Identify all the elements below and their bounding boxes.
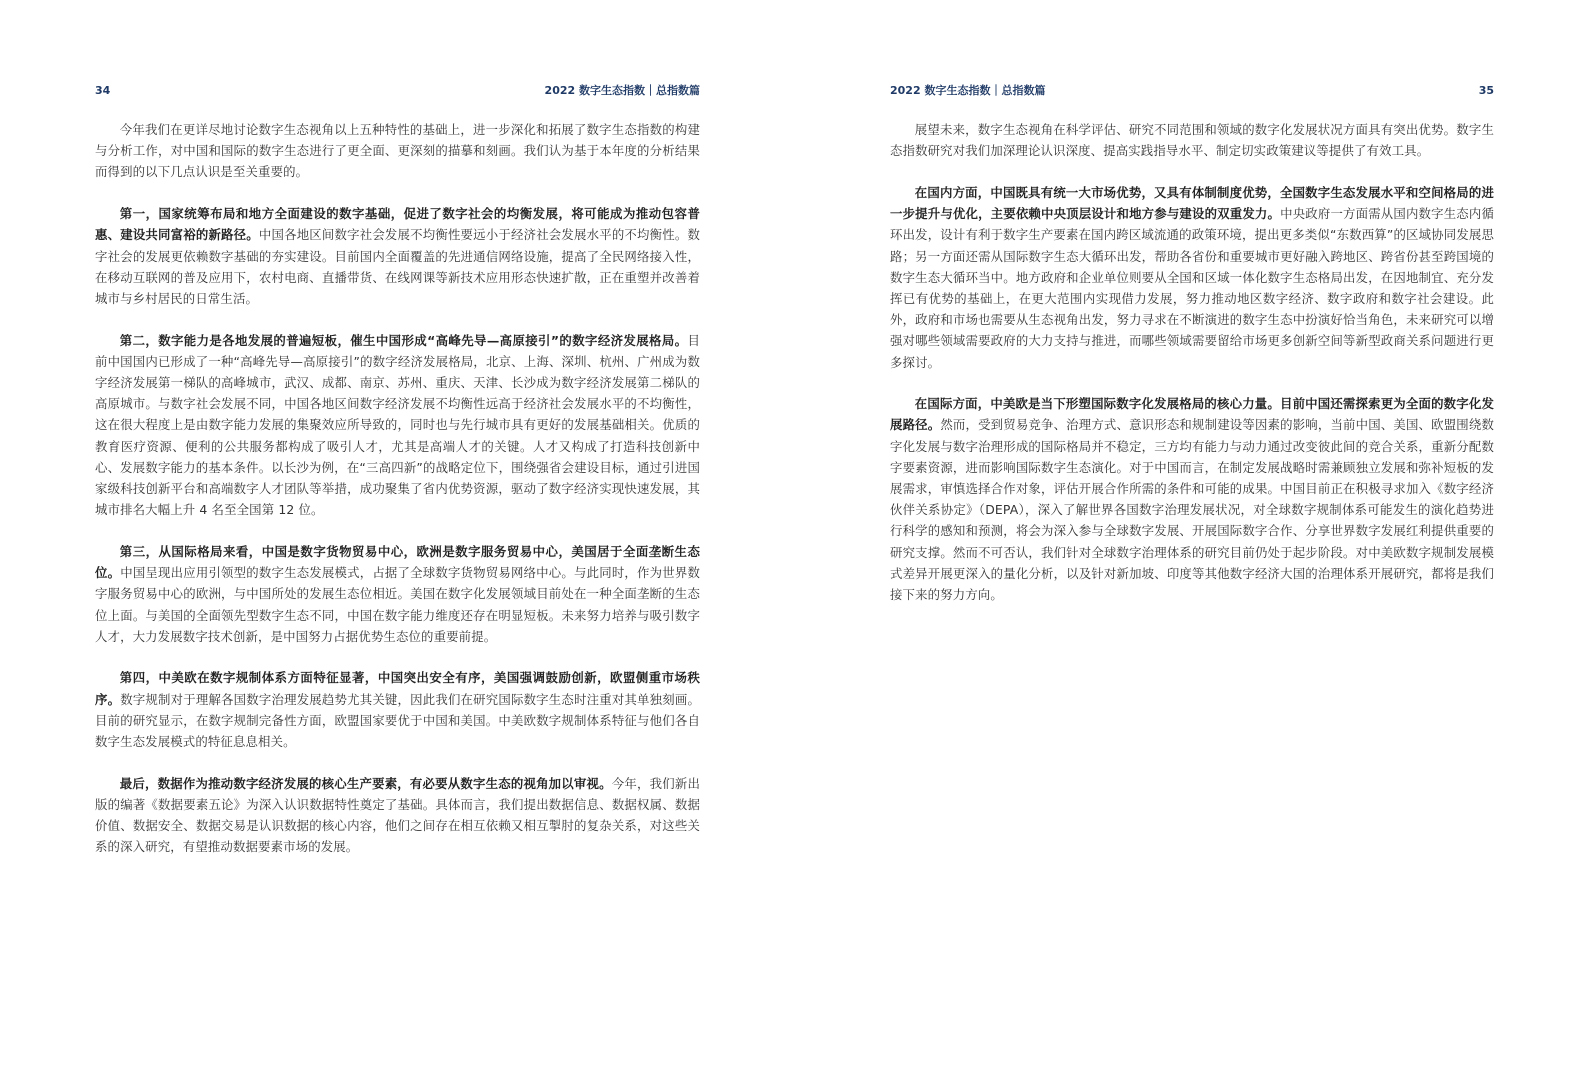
paragraph [95,203,700,309]
paragraph-text: 中国呈现出应用引领型的数字生态发展模式，占据了全球数字货物贸易网络中心。与此同时，作为世界数字服务贸易中心的欧洲，与中国所处的发展生态位相近。美国在数字化发展领域目前处在一种全面垄断的生态位上面。与美国的全面领先型数字生态不同，中国在数字能力维度还存在明显短板。未来努力培养与吸引数字人才，大力发展数字技术创新，是中国努力占据优势生态位的重要前提。 [95,565,700,644]
paragraph-lead: 第三，从国际格局来看，中国是数字货物贸易中心，欧洲是数字服务贸易中心，美国居于全面垄断生态位。 [95,543,700,581]
paragraph [95,773,700,858]
right-running-header [890,82,1494,100]
paragraph-text: 今年，我们新出版的编著《数据要素五论》为深入认识数据特性奠定了基础。具体而言，我们提出数据信息、数据权属、数据价值、数据安全、数据交易是认识数据的核心内容，他们之间存在相互依赖又相互掣肘的复杂关系，对这些关系的深入研究，有望推动数据要素市场的发展。 [95,775,700,855]
paragraph-text: 今年我们在更详尽地讨论数字生态视角以上五种特性的基础上，进一步深化和拓展了数字生态指数的构建与分析工作，对中国和国际的数字生态进行了更全面、更深刻的描摹和刻画。我们认为基于本年度的分析结果而得到的以下几点认识是至关重要的。 [95,122,700,180]
paragraph-text: 展望未来，数字生态视角在科学评估、研究不同范围和领域的数字化发展状况方面具有突出优势。数字生态指数研究对我们加深理论认识深度、提高实践指导水平、制定切实政策建议等提供了有效工具。 [890,122,1494,159]
section-title: 2022 数字生态指数｜总指数篇 [890,84,1046,97]
paragraph [890,119,1494,161]
paragraph [890,182,1494,373]
left-page [95,0,700,1077]
paragraph-text: 中国各地区间数字社会发展不均衡性要远小于经济社会发展水平的不均衡性。数字社会的发展更依赖数字基础的夯实建设。目前国内全面覆盖的先进通信网络设施，提高了全民网络接入性，在移动互联网的普及应用下，农村电商、直播带货、在线网课等新技术应用形态快速扩散，正在重塑并改善着城市与乡村居民的日常生活。 [95,227,701,306]
paragraph-lead: 最后，数据作为推动数字经济发展的核心生产要素，有必要从数字生态的视角加以审视。 [119,775,612,791]
paragraph [95,541,700,647]
paragraph-lead: 在国际方面，中美欧是当下形塑国际数字化发展格局的核心力量。目前中国还需探索更为全面的数字化发展路径。 [890,396,1494,433]
paragraph-text: 目前中国国内已形成了一种“高峰先导—高原接引”的数字经济发展格局，北京、上海、深圳、杭州、广州成为数字经济发展第一梯队的高峰城市，武汉、成都、南京、苏州、重庆、天津、长沙成为数字经济发展第二梯队的高原城市。与数字社会发展不同，中国各地区间数字经济发展不均衡性远高于经济社会发展水平的不均衡性，这在很大程度上是由数字能力发展的集聚效应所导致的，同时也与先行城市具有更好的发展基础相关。优质的教育医疗资源、便利的公共服务都构成了吸引人才，尤其是高端人才的关键。人才又构成了打造科技创新中心、发展数字能力的基本条件。以长沙为例，在“三高四新”的战略定位下，围绕强省会建设目标，通过引进国家级科技创新平台和高端数字人才团队等举措，成功聚集了省内优势资源，驱动了数字经济实现快速发展，其城市排名大幅上升 4 名至全国第 12 位。 [95,332,700,518]
page-number: 35 [1478,84,1494,97]
paragraph [95,119,700,183]
page-number: 34 [95,84,111,97]
paragraph-text: 中央政府一方面需从国内数字生态内循环出发，设计有利于数字生产要素在国内跨区域流通的政策环境，提出更多类似“东数西算”的区域协同发展思路；另一方面还需从国际数字生态大循环出发，帮助各省份和重要城市更好融入跨地区、跨省份甚至跨国境的数字生态大循环当中。地方政府和企业单位则要从全国和区域一体化数字生态格局出发，在因地制宜、充分发挥已有优势的基础上，在更大范围内实现借力发展，努力推动地区数字经济、数字政府和数字社会建设。此外，政府和市场也需要从生态视角出发，努力寻求在不断演进的数字生态中扮演好恰当角色，未来研究可以增强对哪些领域需要政府的大力支持与推进，而哪些领域需要留给市场更多创新空间等新型政商关系问题进行更多探讨。 [890,206,1494,370]
paragraph-lead: 第一，国家统筹布局和地方全面建设的数字基础，促进了数字社会的均衡发展，将可能成为推动包容普惠、建设共同富裕的新路径。 [95,206,700,243]
paragraph-lead: 第二，数字能力是各地发展的普遍短板，催生中国形成“高峰先导—高原接引”的数字经济发展格局。 [119,332,688,348]
right-body-text [890,119,1494,626]
paragraph-lead: 第四，中美欧在数字规制体系方面特征显著，中国突出安全有序，美国强调鼓励创新，欧盟侧重市场秩序。 [95,670,700,707]
paragraph [95,330,700,521]
paragraph [95,667,700,752]
left-body-text [95,119,700,878]
paragraph [890,393,1494,605]
paragraph-text: 数字规制对于理解各国数字治理发展趋势尤其关键，因此我们在研究国际数字生态时注重对其单独刻画。目前的研究显示，在数字规制完备性方面，欧盟国家要优于中国和美国。中美欧数字规制体系特征与他们各自数字生态发展模式的特征息息相关。 [95,691,700,750]
right-page [890,0,1494,1077]
section-title: 2022 数字生态指数｜总指数篇 [544,84,700,97]
paragraph-lead: 在国内方面，中国既具有统一大市场优势，又具有体制制度优势，全国数字生态发展水平和空间格局的进一步提升与优化，主要依赖中央顶层设计和地方参与建设的双重发力。 [890,184,1494,222]
paragraph-text: 然而，受到贸易竞争、治理方式、意识形态和规制建设等因素的影响，当前中国、美国、欧盟围绕数字化发展与数字治理形成的国际格局并不稳定，三方均有能力与动力通过改变彼此间的竞合关系，重新分配数字要素资源，进而影响国际数字生态演化。对于中国而言，在制定发展战略时需兼顾独立发展和弥补短板的发展需求，审慎选择合作对象，评估开展合作所需的条件和可能的成果。中国目前正在积极寻求加入《数字经济伙伴关系协定》（DEPA），深入了解世界各国数字治理发展状况，对全球数字规制体系可能发生的演化趋势进行科学的感知和预测，将会为深入参与全球数字发展、开展国际数字合作、分享世界数字发展红利提供重要的研究支撑。然而不可否认，我们针对全球数字治理体系的研究目前仍处于起步阶段。对中美欧数字规制发展模式差异开展更深入的量化分析，以及针对新加坡、印度等其他数字经济大国的治理体系开展研究，都将是我们接下来的努力方向。 [890,417,1494,603]
left-running-header [95,82,700,100]
